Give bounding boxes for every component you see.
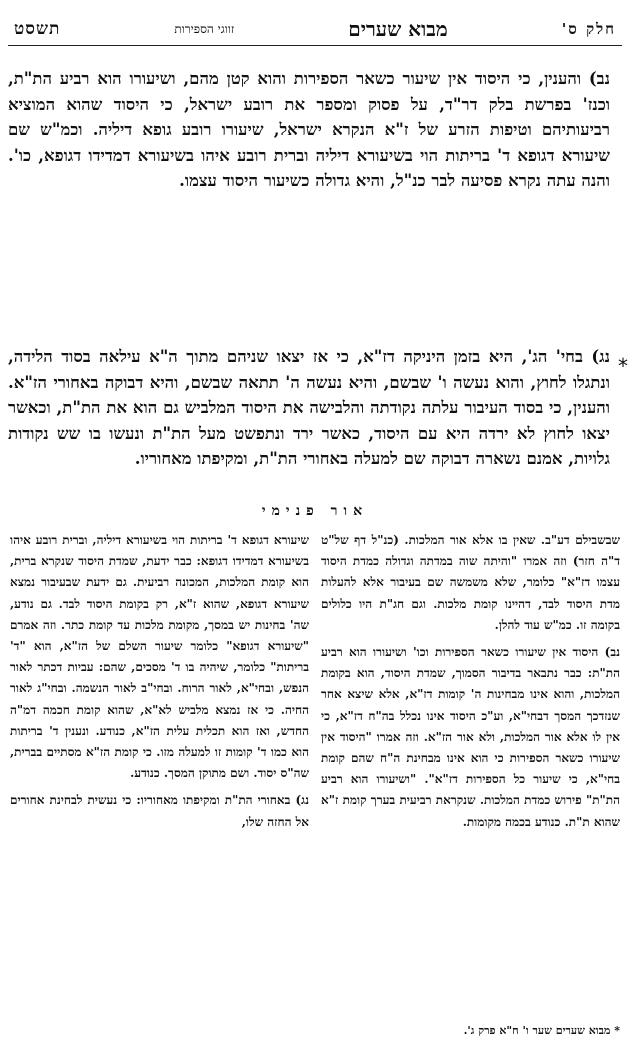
footnote: * מבוא שערים שער ו' ח"א פרק ג'. [463, 1024, 620, 1037]
commentary-right-p1: שבשבילם דע"ב. שאין בו אלא אור המלכות. (כנ"ל דף של"ט ד"ה חזר) וזה אמרו "והיתה שוה במדתה וגדולה כמדת היסוד עצמו דז"א" כלומר, שלא משמשה שם בעיבור אלא להעלות מדת היסוד לבד, דהיינו קומת מלכות. וגם חג"ת היו כלולים בקומה זו. כמ"ש עוד להלן. [321, 533, 620, 632]
header-part: חלק ס' [561, 19, 616, 38]
header-divider [8, 45, 622, 46]
commentary-left-p1: שיעורא דגופא ד' בריתות הוי בשיעורא דיליה, וברית רובע איהו בשיעורא דמדידו דגופא: כבר ידעת, שמדת היסוד שנקרא ברית, הוא קומת המלכות, המכונה רביעית. גם ידעת שבעיבור נמצא שיעורא דגופא, שהוא ז"א, רק בקומת היסוד לבד. גם נודע, שה' בחינות יש במסך, מקומת מלכות עד קומת כתר. וזה אמרם "שיעורא דגופא" כלומר שיעור השלם של הז"א, הוא "ד' בריתות" כלומר, שיהיה בו ד' מסכים, שהם: עביות דכתר לאור הנפש, ובחי"א, לאור הרוח. ובחי"ב לאור הנשמה. ובחי"ג לאור החיה. כי אז נמצא מלביש לא"א, שהוא קומת חכמה דמ"ה החדש, ואז הוא תכלית עלית הז"א, כנודע. ונענין ד' בריתות הוא כמו ד' קומות זו למעלה מזו. כי קומת הז"א מסתיים בברית, שה"ס יסוד. ושם מתוקן המסך. כנודע. [10, 533, 309, 781]
header-year: תשסט [14, 19, 61, 39]
commentary-right-column [321, 530, 620, 1030]
commentary-title: אור פנימי [261, 503, 369, 519]
commentary-columns [10, 530, 620, 1030]
commentary-right-p2: נב) היסוד אין שיעורו כשאר הספירות וכו' ושיעורו הוא רביע הת"ת: כבר נתבאר בדיבור הסמוך, שמדת היסוד, הוא בקומת המלכות, והוא אינו מבחינות ה' קומות דז"א, אלא שיצא אחר שנזדכך המסך דבחי"א, וע"כ היסוד אינו נכלל בה"ח דז"א, כי אין לו אלא אור המלכות, ולא אור הז"א. וזה אמרו "היסוד אין שיעורו כשאר הספירות כי הוא אינו מבחינת ה"ח שהם קומת בחי"א, כי שיעור כל הספירות דז"א". "ושיעורו הוא רביע הת"ת" פירוש כמדת המלכות. שנקראת רביעית בערך קומת ז"א שהוא ת"ת. כנודע בכמה מקומות. [321, 645, 620, 829]
main-paragraph-ng: נג) בחי' הג', היא בזמן היניקה דז"א, כי אז יצאו שניהם מתוך ה"א עילאה בסוד הלידה, ונתגלו לחוץ, והוא נעשה ו' שבשם, והיא נעשה ה' תתאה שבשם, והיא דבוקה באחורי הז"א. והענין, כי בסוד העיבור עלתה נקודתה והלבישה את היסוד המלביש גם הוא את הת"ת, וכאשר יצאו לחוץ לא ירדה היא עם היסוד, כאשר ירד ונתפשט מעל הת"ת ונעשו בו שש נקודות גלויות, אמנם נשארה דבוקה שם למעלה באחורי הת"ת, ומקיפתו מאחוריו. [8, 347, 610, 468]
commentary-left-p2: נג) באחורי הת"ת ומקיפתו מאחוריו: כי נעשית לבחינת אחורים אל החזה שלו, [10, 793, 309, 829]
header-topic: זווגי הספירות [174, 21, 235, 36]
footnote-marker: * [618, 354, 628, 378]
commentary-left-column [10, 530, 309, 1030]
header-book-title: מבוא שערים [348, 16, 448, 41]
main-paragraph-nb: נב) והענין, כי היסוד אין שיעור כשאר הספירות והוא קטן מהם, ושיעורו הוא רביע הת"ת, וכנז' בפרשת בלק דר"ד, על פסוק ומספר את רובע ישראל, כי היסוד שהוא המוציא רביעותיהם וטיפות הזרע של ז"א הנקרא ישראל, שיעורו רובע גופא דיליה. וכמ"ש שם שיעורא דגופא ד' בריתות הוי בשיעורא דיליה וברית רובע איהו בשיעורא דמדידו דגופא, כו'. והנה עתה נקרא פסיעה לבר כנ"ל, והיא גדולה כשיעור היסוד עצמו. [8, 69, 610, 190]
page-header [14, 14, 616, 44]
